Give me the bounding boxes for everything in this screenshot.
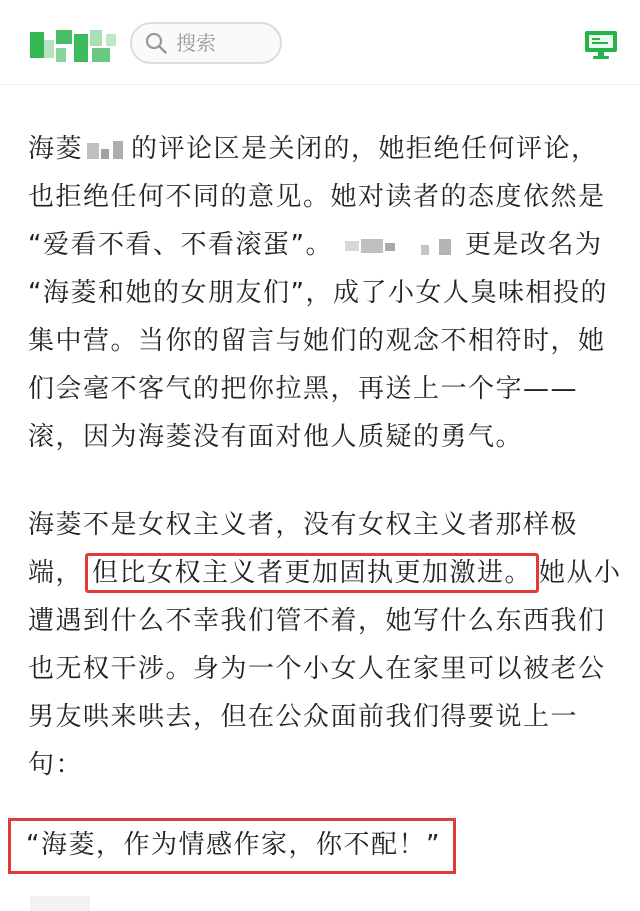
article-text: 滚，因为海菱没有面对他人质疑的勇气。	[28, 422, 524, 452]
top-bar	[0, 0, 640, 85]
site-logo[interactable]	[30, 26, 116, 66]
article-text: 端，	[28, 558, 84, 588]
article-line	[28, 228, 602, 268]
article-line	[28, 372, 578, 412]
article-text: 们会毫不客气的把你拉黑，再送上一个字——	[28, 374, 579, 404]
article-line	[28, 420, 523, 460]
search-placeholder: 搜索	[176, 31, 216, 55]
article-line	[28, 508, 578, 548]
article-line	[28, 276, 608, 316]
article-text: 她从小	[539, 558, 622, 588]
article-line	[28, 700, 578, 740]
article-line	[28, 132, 599, 172]
cut-off-content	[30, 896, 90, 911]
article-text: 男友哄来哄去，但在公众面前我们得要说上一	[28, 702, 579, 732]
article-line	[28, 556, 622, 596]
article-line	[28, 324, 606, 364]
monitor-icon[interactable]	[584, 30, 618, 60]
highlighted-quote: “海菱，作为情感作家，你不配！”	[26, 830, 441, 860]
article-text: 集中营。当你的留言与她们的观念不相符时，她	[28, 326, 606, 356]
article-text: 的评论区是关闭的，她拒绝任何评论，	[131, 134, 599, 164]
article-text: “爱看不看、不看滚蛋”。	[28, 230, 333, 260]
article-text: 也无权干涉。身为一个小女人在家里可以被老公	[28, 654, 606, 684]
article-text: 海菱不是女权主义者，没有女权主义者那样极	[28, 510, 579, 540]
article-text: 更是改名为	[464, 230, 603, 260]
search-icon	[144, 31, 168, 55]
article-text: 句：	[28, 750, 84, 780]
highlighted-sentence: 但比女权主义者更加固执更加激进。	[85, 553, 539, 593]
article-line	[28, 652, 606, 692]
article-line	[28, 748, 83, 788]
article-line	[28, 604, 606, 644]
article-text: 也拒绝任何不同的意见。她对读者的态度依然是	[28, 182, 606, 212]
article-line	[28, 180, 606, 220]
search-input[interactable]	[130, 22, 282, 64]
redacted-mosaic	[335, 235, 463, 257]
article-text: 遭遇到什么不幸我们管不着，她写什么东西我们	[28, 606, 606, 636]
redacted-mosaic	[85, 139, 129, 161]
article-text: “海菱和她的女朋友们”，成了小女人臭味相投的	[28, 278, 608, 308]
article-text: 海菱	[28, 134, 84, 164]
